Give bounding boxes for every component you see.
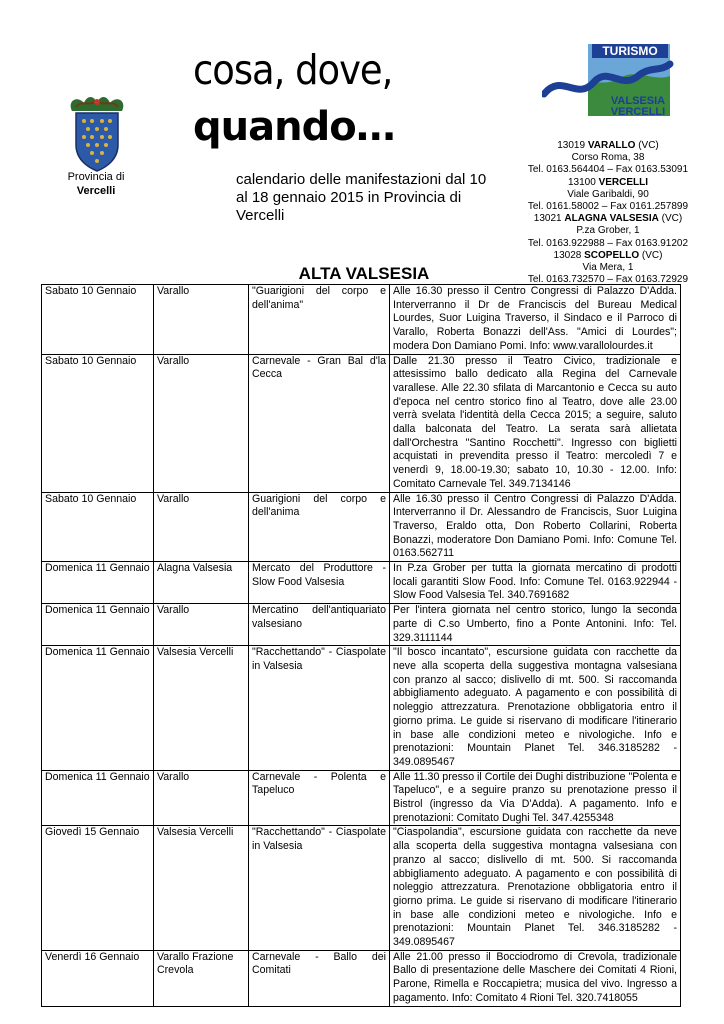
event-description: Alle 16.30 presso il Centro Congressi di Palazzo D'Adda. Interverranno il Dr. Alessandro de Franciscis, Suor Luigina Traverso, Eraldo otta, Don Roberto Collarini, Roberta Bonazzi, moderatore Don Damiano Pomi. Info: Comune Tel. 0163.562711 (390, 492, 681, 562)
province-label (52, 170, 140, 198)
contact-phone: Tel. 0163.732570 – Fax 0163.72929 (527, 274, 689, 286)
event-description: Per l'intera giornata nel centro storico, lungo la seconda parte di C.so Umberto, fino a Ponte Antonini. Info: Tel. 329.3111144 (390, 604, 681, 646)
event-description: Alle 21.00 presso il Bocciodromo di Crevola, tradizionale Ballo di presentazione delle Maschere dei Comitati 4 Rioni, Parone, Rimella e Roccapietra; musica del vivo. Ingresso a pagamento. Info: Comitato 4 Rioni Tel. 320.7418055 (390, 950, 681, 1006)
event-title: Mercatino dell'antiquariato valsesiano (249, 604, 390, 646)
contact-postcode: 13028 (553, 249, 585, 261)
event-place: Varallo Frazione Crevola (154, 950, 249, 1006)
event-place: Alagna Valsesia (154, 562, 249, 604)
logo-text-bottom1: VALSESIA (610, 95, 666, 107)
contact-province: (VC) (635, 140, 659, 151)
contact-office (508, 213, 708, 250)
contact-office (508, 140, 708, 177)
table-row (42, 826, 681, 950)
event-description: "Ciaspolandia", escursione guidata con racchette da neve alla scoperta della suggestiva montagna valsesiana con pranzo al sacco; dislivello di mt. 500. Si raccomanda abbigliamento adeguato. A pagamento e con possibilità di noleggio attrezzatura. Prenotazione obbligatoria entro il giorno prima. Le guide si riservano di modificare l'itinerario in base alle condizioni meteo e nivologiche. Info e prenotazioni: Mountain Planet Tel. 346.3185282 - 349.0895467 (390, 826, 681, 950)
event-date: Domenica 11 Gennaio (42, 562, 154, 604)
event-place: Varallo (154, 770, 249, 826)
event-place: Valsesia Vercelli (154, 646, 249, 770)
contact-city-line (508, 250, 708, 262)
contact-city: SCOPELLO (584, 249, 640, 261)
contact-city-line (508, 213, 708, 225)
contact-city: VERCELLI (598, 176, 649, 188)
event-place: Valsesia Vercelli (154, 826, 249, 950)
table-row (42, 646, 681, 770)
event-place: Varallo (154, 492, 249, 562)
event-place: Varallo (154, 604, 249, 646)
contact-postcode: 13021 (533, 213, 565, 225)
contact-address: Via Mera, 1 (582, 262, 634, 274)
event-title: Guarigioni del corpo e dell'anima (249, 492, 390, 562)
contact-phone: Tel. 0161.58002 – Fax 0161.257899 (527, 201, 689, 213)
event-description: In P.za Grober per tutta la giornata mercatino di prodotti locali garantiti Slow Food. Info: Comune Tel. 0163.922944 - Slow Food Valsesia Tel. 340.7691682 (390, 562, 681, 604)
event-date: Domenica 11 Gennaio (42, 770, 154, 826)
event-title: Carnevale - Gran Bal d'la Cecca (249, 354, 390, 492)
turismo-logo (542, 42, 674, 122)
table-row (42, 562, 681, 604)
contact-address: P.za Grober, 1 (576, 225, 640, 237)
event-description: Alle 16.30 presso il Centro Congressi di Palazzo D'Adda. Interverranno il Dr de Franciscis del Bureau Medical Lourdes, Suor Luigina Traverso, il Sindaco e il Parroco di Varallo, Roberta Bonazzi dell'Ass. "Amici di Lourdes"; modera Don Damiano Pomi. Info: www.varallolourdes.it (390, 285, 681, 355)
event-place: Varallo (154, 354, 249, 492)
contact-city-line (508, 140, 708, 152)
table-row (42, 285, 681, 355)
contact-province: (VC) (658, 213, 683, 225)
section-title: ALTA VALSESIA (298, 264, 430, 283)
event-description: Alle 11.30 presso il Cortile dei Dughi distribuzione "Polenta e Tapeluco", e a seguire pranzo su prenotazione presso il Bistrol (ingresso da Via D'Adda). A pagamento. Info e prenotazioni: Comitato Dughi Tel. 347.4255348 (390, 770, 681, 826)
logo-text-bottom2: VERCELLI (610, 106, 666, 118)
page-subtitle: calendario delle manifestazioni dal 10 al 18 gennaio 2015 in Provincia di Vercelli (236, 171, 487, 224)
contact-city: ALAGNA VALSESIA (564, 213, 659, 225)
event-date: Domenica 11 Gennaio (42, 646, 154, 770)
table-row (42, 770, 681, 826)
events-table (41, 284, 681, 1007)
contact-office (508, 250, 708, 287)
contacts-block (508, 140, 708, 286)
contact-office (508, 177, 708, 214)
event-place: Varallo (154, 285, 249, 355)
event-date: Sabato 10 Gennaio (42, 285, 154, 355)
contact-address: Viale Garibaldi, 90 (567, 188, 649, 200)
event-title: Carnevale - Polenta e Tapeluco (249, 770, 390, 826)
table-row (42, 604, 681, 646)
page-title-line2: quando… (193, 104, 395, 150)
event-description: Dalle 21.30 presso il Teatro Civico, tradizionale e attesissimo ballo dedicato alla Regina del Carnevale varallese. Alle 22.30 sfilata di Marcantonio e Cecca su auto d'epoca nel centro storico fino al Teatro, dove alle 23.00 verrà svelata l'identità della Cecca 2015; a seguire, saluto dalla balconata del Teatro. La serata sarà allietata dall'Orchestra "Santino Rocchetti". Ingresso con biglietti acquistati in prevendita presso il Teatro: mercoledì 7 e venerdì 9, 18.00-19.30; sabato 10, 10.30 - 12.00. Info: Comitato Carnevale Tel. 349.7134146 (390, 354, 681, 492)
contact-province: (VC) (639, 249, 663, 261)
logo-text-top: TURISMO (602, 44, 658, 58)
contact-phone: Tel. 0163.564404 – Fax 0163.53091 (527, 164, 689, 176)
event-date: Venerdì 16 Gennaio (42, 950, 154, 1006)
event-title: "Racchettando" - Ciaspolate in Valsesia (249, 646, 390, 770)
table-row (42, 492, 681, 562)
event-description: "Il bosco incantato", escursione guidata con racchette da neve alla scoperta della suggestiva montagna valsesiana con pranzo al sacco; dislivello di mt. 500. Si raccomanda abbigliamento adeguato. A pagamento e con possibilità di noleggio attrezzatura. Prenotazione obbligatoria entro il giorno prima. Le guide si riservano di modificare l'itinerario in base alle condizioni meteo e nivologiche. Info e prenotazioni: Mountain Planet Tel. 346.3185282 - 349.0895467 (390, 646, 681, 770)
event-title: "Racchettando" - Ciaspolate in Valsesia (249, 826, 390, 950)
page-title-line1: cosa, dove, (193, 46, 393, 94)
table-row (42, 354, 681, 492)
contact-postcode: 13019 (557, 140, 588, 151)
contact-phone: Tel. 0163.922988 – Fax 0163.91202 (527, 237, 689, 249)
province-emblem (62, 93, 132, 173)
event-title: Carnevale - Ballo dei Comitati (249, 950, 390, 1006)
province-label-text: Provincia di (67, 171, 125, 183)
contact-address: Corso Roma, 38 (571, 152, 645, 164)
event-title: "Guarigioni del corpo e dell'anima" (249, 285, 390, 355)
event-date: Sabato 10 Gennaio (42, 354, 154, 492)
event-date: Giovedì 15 Gennaio (42, 826, 154, 950)
event-date: Sabato 10 Gennaio (42, 492, 154, 562)
event-title: Mercato del Produttore - Slow Food Valsesia (249, 562, 390, 604)
contact-city-line (508, 177, 708, 189)
table-row (42, 950, 681, 1006)
event-date: Domenica 11 Gennaio (42, 604, 154, 646)
province-name: Vercelli (76, 185, 116, 197)
contact-postcode: 13100 (567, 176, 599, 188)
contact-city: VARALLO (587, 140, 636, 151)
